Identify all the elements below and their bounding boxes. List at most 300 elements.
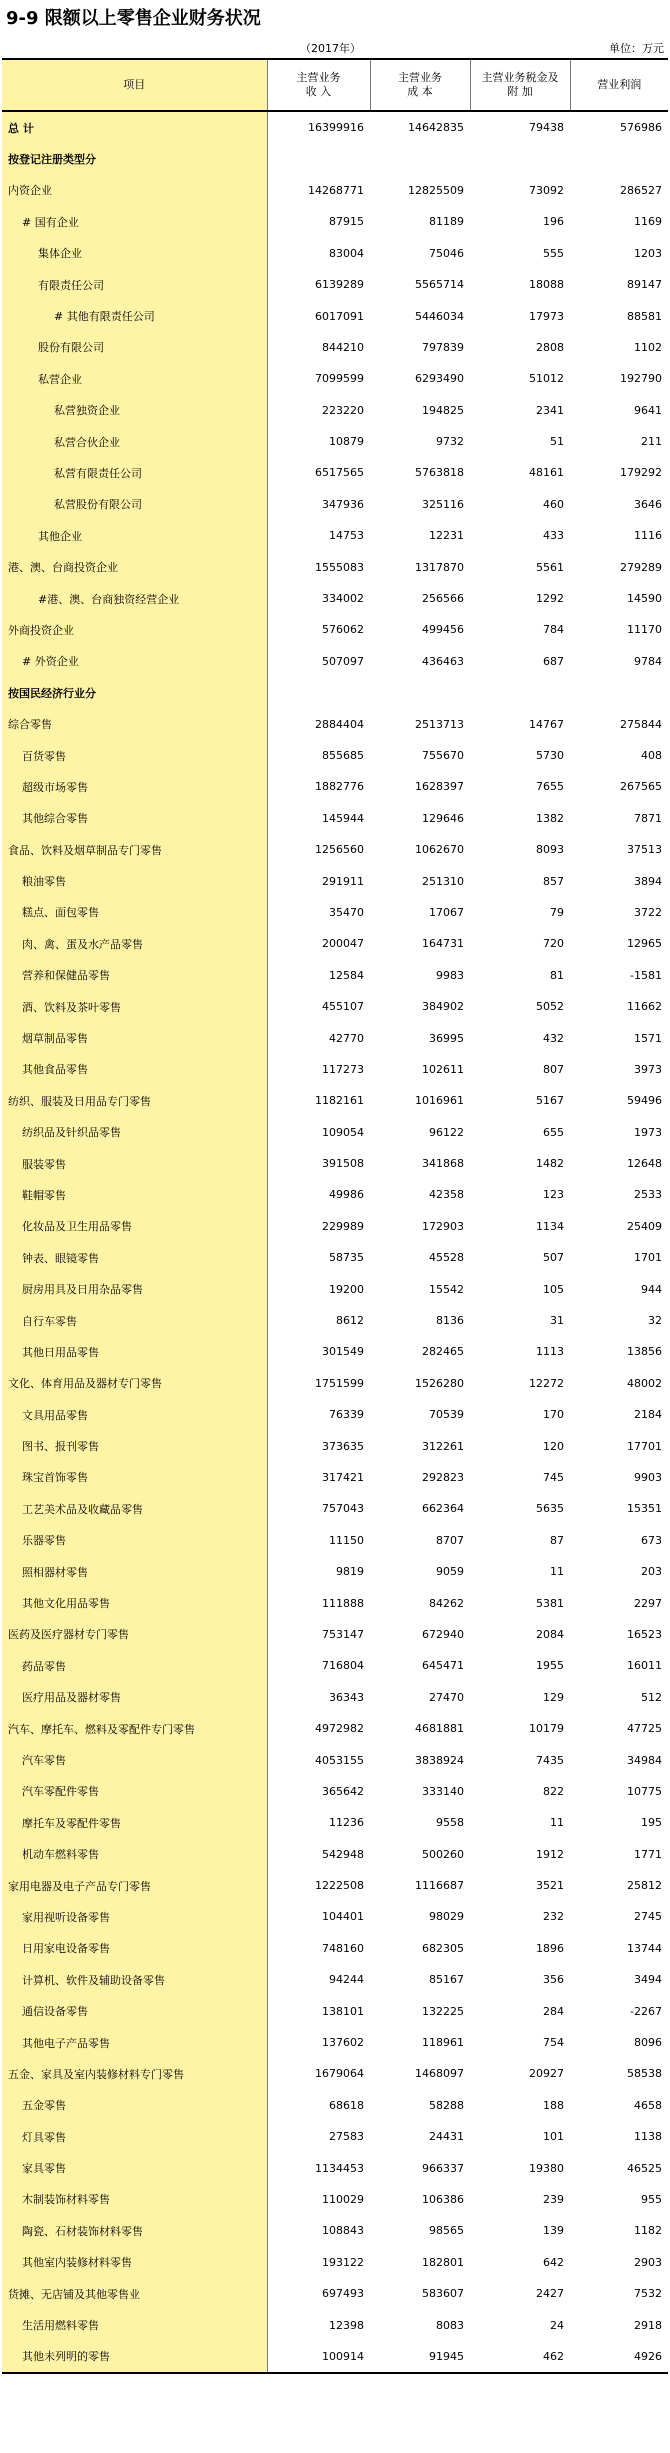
profit-cell: 195 [641,1816,662,1830]
tax-cell: 5635 [536,1502,564,1516]
profit-cell: 58538 [627,2067,662,2081]
tax-cell: 87 [550,1533,564,1547]
table-row [2,1870,668,1901]
row-label: 纺织、服装及日用品专门零售 [2,1085,267,1116]
cost-cell: 436463 [422,654,464,668]
unit-label: 单位：万元 [609,42,664,55]
cost-cell: 1628397 [415,780,464,794]
revenue-cell: 42770 [329,1031,364,1045]
profit-cell: 10775 [627,1784,662,1798]
year-label: （2017年） [300,42,361,55]
cost-cell: 8136 [436,1314,464,1328]
table-row [2,865,668,896]
row-label: 其他室内装修材料零售 [2,2247,267,2278]
tax-cell: 687 [543,654,564,668]
row-label: 自行车零售 [2,1305,267,1336]
tax-cell: 555 [543,246,564,260]
profit-cell: 11662 [627,1000,662,1014]
row-label: 鞋帽零售 [2,1179,267,1210]
cost-cell: 36995 [429,1031,464,1045]
profit-cell: 34984 [627,1753,662,1767]
profit-cell: 9641 [634,403,662,417]
profit-cell: 1138 [634,2130,662,2144]
profit-cell: 3894 [634,874,662,888]
table-header-row [2,59,668,111]
profit-cell: 408 [641,749,662,762]
profit-cell: 17701 [627,1439,662,1453]
table-row [2,740,668,771]
table-row [2,1085,668,1116]
table-row [2,1462,668,1493]
revenue-cell: 9819 [336,1565,364,1579]
revenue-cell: 12584 [329,968,364,982]
page-title: 9-9 限额以上零售企业财务状况 [6,8,261,29]
profit-cell: 32 [648,1314,662,1328]
table-row [2,1964,668,1995]
table-row [2,1493,668,1524]
tax-cell [470,677,570,708]
revenue-cell: 58735 [329,1251,364,1265]
profit-cell: 944 [641,1282,662,1296]
row-label: 集体企业 [2,238,267,269]
row-label: 私营独资企业 [2,395,267,426]
profit-cell: 1973 [634,1125,662,1139]
profit-cell: 89147 [627,278,662,292]
row-label: 烟草制品零售 [2,1022,267,1053]
row-label: 其他企业 [2,520,267,551]
cost-cell: 194825 [422,403,464,417]
profit-cell: -2267 [630,2004,662,2018]
profit-cell: 279289 [620,560,662,574]
profit-cell: 2297 [634,1596,662,1610]
table-row [2,583,668,614]
cost-cell: 1016961 [415,1094,464,1108]
table-row [2,1682,668,1713]
table-row [2,1838,668,1869]
profit-cell: 13856 [627,1345,662,1359]
row-label: 总 计 [2,111,267,143]
profit-cell: 3973 [634,1062,662,1076]
tax-cell: 1912 [536,1847,564,1861]
row-label: 纺织品及针织品零售 [2,1117,267,1148]
cost-cell: 15542 [429,1282,464,1296]
row-label: 日用家电设备零售 [2,1933,267,1964]
tax-cell: 196 [543,215,564,229]
revenue-cell: 1222508 [315,1879,364,1893]
table-row [2,1901,668,1932]
row-label: 粮油零售 [2,865,267,896]
row-label: 有限责任公司 [2,269,267,300]
profit-cell: 9784 [634,654,662,668]
profit-cell: -1581 [630,968,662,982]
cost-cell: 129646 [422,811,464,825]
revenue-cell: 68618 [329,2098,364,2112]
cost-cell: 2513713 [415,717,464,731]
row-label: 医疗用品及器材零售 [2,1682,267,1713]
cost-cell: 682305 [422,1941,464,1955]
profit-cell: 37513 [627,843,662,857]
row-label: 内资企业 [2,175,267,206]
profit-cell: 14590 [627,592,662,606]
profit-cell: 8096 [634,2036,662,2050]
revenue-cell: 108843 [322,2224,364,2238]
revenue-cell: 200047 [322,937,364,951]
tax-cell: 1482 [536,1157,564,1171]
row-label: 五金、家具及室内装修材料专门零售 [2,2058,267,2089]
cost-cell: 75046 [429,246,464,260]
row-label: 综合零售 [2,708,267,739]
revenue-cell: 16399916 [308,121,364,135]
table-row [2,1650,668,1681]
tax-cell: 507 [543,1251,564,1265]
profit-cell: 1116 [634,529,662,543]
revenue-cell: 94244 [329,1973,364,1987]
table-row [2,2247,668,2278]
tax-cell: 807 [543,1062,564,1076]
profit-cell: 88581 [627,309,662,323]
row-label: 五金零售 [2,2090,267,2121]
table-row [2,1117,668,1148]
tax-cell: 1382 [536,811,564,825]
row-label: 厨房用具及日用杂品零售 [2,1273,267,1304]
cost-cell: 4681881 [415,1722,464,1736]
row-label: 其他综合零售 [2,803,267,834]
row-label: 超级市场零售 [2,771,267,802]
row-label: 其他食品零售 [2,1054,267,1085]
tax-cell: 105 [543,1282,564,1296]
revenue-cell: 10879 [329,435,364,449]
row-label: 肉、禽、蛋及水产品零售 [2,928,267,959]
profit-cell: 13744 [627,1941,662,1955]
table-row [2,1399,668,1430]
tax-cell: 745 [543,1470,564,1484]
tax-cell: 239 [543,2192,564,2206]
header-cost [370,59,470,111]
cost-cell: 755670 [422,749,464,762]
cost-cell: 325116 [422,497,464,511]
revenue-cell: 855685 [322,749,364,762]
revenue-cell: 2884404 [315,717,364,731]
row-label: 汽车零配件零售 [2,1776,267,1807]
cost-cell: 1317870 [415,560,464,574]
row-label: # 国有企业 [2,206,267,237]
tax-cell [470,143,570,174]
tax-cell: 17973 [529,309,564,323]
cost-cell: 8083 [436,2318,464,2332]
tax-cell: 5730 [536,749,564,762]
revenue-cell: 6517565 [315,466,364,480]
cost-cell: 5763818 [415,466,464,480]
tax-cell: 432 [543,1031,564,1045]
revenue-cell [267,677,370,708]
cost-cell: 24431 [429,2130,464,2144]
cost-cell: 499456 [422,623,464,637]
profit-cell: 512 [641,1690,662,1704]
tax-cell: 18088 [529,278,564,292]
row-label: 其他未列明的零售 [2,2341,267,2373]
profit-cell: 59496 [627,1094,662,1108]
cost-cell: 81189 [429,215,464,229]
table-row [2,803,668,834]
row-label: 图书、报刊零售 [2,1430,267,1461]
row-label: # 其他有限责任公司 [2,300,267,331]
tax-cell: 460 [543,497,564,511]
profit-cell: 673 [641,1533,662,1547]
revenue-cell: 11150 [329,1533,364,1547]
tax-cell: 31 [550,1314,564,1328]
row-label: 家用电器及电子产品专门零售 [2,1870,267,1901]
tax-cell: 284 [543,2004,564,2018]
tax-cell: 857 [543,874,564,888]
table-row [2,1430,668,1461]
profit-cell: 16523 [627,1627,662,1641]
table-row [2,1211,668,1242]
row-label: 文具用品零售 [2,1399,267,1430]
table-row [2,238,668,269]
cost-cell: 98029 [429,1910,464,1924]
table-row [2,1054,668,1085]
cost-cell: 5446034 [415,309,464,323]
table-row [2,426,668,457]
cost-cell: 132225 [422,2004,464,2018]
cost-cell: 12231 [429,529,464,543]
tax-cell: 139 [543,2224,564,2238]
tax-cell: 170 [543,1408,564,1422]
revenue-cell: 111888 [322,1596,364,1610]
cost-cell: 9732 [436,435,464,449]
cost-cell: 96122 [429,1125,464,1139]
revenue-cell: 748160 [322,1941,364,1955]
cost-cell: 282465 [422,1345,464,1359]
tax-cell: 51012 [529,372,564,386]
revenue-cell: 6017091 [315,309,364,323]
profit-cell: 211 [641,435,662,449]
profit-cell: 4658 [634,2098,662,2112]
profit-cell: 7532 [634,2287,662,2301]
cost-cell: 27470 [429,1690,464,1704]
cost-cell: 292823 [422,1470,464,1484]
profit-cell: 25812 [627,1879,662,1893]
cost-cell [370,677,470,708]
profit-cell: 179292 [620,466,662,480]
table-row [2,1587,668,1618]
revenue-cell: 507097 [322,654,364,668]
tax-cell: 79438 [529,121,564,135]
tax-cell: 120 [543,1439,564,1453]
tax-cell: 8093 [536,843,564,857]
tax-cell: 2808 [536,340,564,354]
cost-cell: 17067 [429,905,464,919]
tax-cell: 1134 [536,1219,564,1233]
row-label: 化妆品及卫生用品零售 [2,1211,267,1242]
revenue-cell [267,143,370,174]
profit-cell: 267565 [620,780,662,794]
tax-cell: 2341 [536,403,564,417]
profit-cell: 1203 [634,246,662,260]
table-row [2,1619,668,1650]
cost-cell: 333140 [422,1784,464,1798]
row-label: 医药及医疗器材专门零售 [2,1619,267,1650]
row-label: 珠宝首饰零售 [2,1462,267,1493]
revenue-cell: 223220 [322,403,364,417]
header-revenue [267,59,370,111]
profit-cell: 12965 [627,937,662,951]
row-label: #港、澳、台商独资经营企业 [2,583,267,614]
revenue-cell: 697493 [322,2287,364,2301]
tax-cell: 642 [543,2255,564,2269]
profit-cell: 9903 [634,1470,662,1484]
profit-cell: 203 [641,1565,662,1579]
revenue-cell: 1751599 [315,1376,364,1390]
table-row [2,1179,668,1210]
tax-cell: 1896 [536,1941,564,1955]
table-row [2,897,668,928]
cost-cell: 70539 [429,1408,464,1422]
cost-cell: 256566 [422,592,464,606]
revenue-cell: 1182161 [315,1094,364,1108]
cost-cell: 797839 [422,340,464,354]
tax-cell: 14767 [529,717,564,731]
tax-cell: 1955 [536,1659,564,1673]
profit-cell: 1571 [634,1031,662,1045]
profit-cell: 2918 [634,2318,662,2332]
table-row [2,1305,668,1336]
cost-cell: 645471 [422,1659,464,1673]
cost-cell: 12825509 [408,183,464,197]
row-label: 酒、饮料及茶叶零售 [2,991,267,1022]
cost-cell: 102611 [422,1062,464,1076]
tax-cell: 655 [543,1125,564,1139]
tax-cell: 784 [543,623,564,637]
tax-cell: 232 [543,1910,564,1924]
table-row [2,1556,668,1587]
row-label: 其他文化用品零售 [2,1587,267,1618]
row-label: 私营企业 [2,363,267,394]
profit-cell: 286527 [620,183,662,197]
revenue-cell: 104401 [322,1910,364,1924]
cost-cell: 5565714 [415,278,464,292]
table-row [2,143,668,174]
table-row [2,1933,668,1964]
revenue-cell: 19200 [329,1282,364,1296]
revenue-cell: 100914 [267,2341,370,2373]
tax-cell: 5381 [536,1596,564,1610]
tax-cell: 5561 [536,560,564,574]
tax-cell: 5052 [536,1000,564,1014]
profit-cell: 275844 [620,717,662,731]
cost-cell: 182801 [422,2255,464,2269]
tax-cell: 3521 [536,1879,564,1893]
row-label: 汽车零售 [2,1744,267,1775]
row-label: 文化、体育用品及器材专门零售 [2,1368,267,1399]
revenue-cell: 117273 [322,1062,364,1076]
cost-cell: 6293490 [415,372,464,386]
profit-cell: 1182 [634,2224,662,2238]
tax-cell: 51 [550,435,564,449]
table-row [2,2121,668,2152]
header-line: 主营业务税金及 [481,71,559,84]
row-label: 照相器材零售 [2,1556,267,1587]
tax-cell: 7435 [536,1753,564,1767]
revenue-cell: 365642 [322,1784,364,1798]
profit-cell: 1771 [634,1847,662,1861]
revenue-cell: 14268771 [308,183,364,197]
revenue-cell: 716804 [322,1659,364,1673]
tax-cell: 356 [543,1973,564,1987]
tax-cell: 11 [550,1816,564,1830]
tax-cell: 81 [550,968,564,982]
row-label: 灯具零售 [2,2121,267,2152]
revenue-cell: 4972982 [315,1722,364,1736]
profit-cell: 47725 [627,1722,662,1736]
cost-cell: 14642835 [408,121,464,135]
table-row [2,2341,668,2373]
cost-cell: 172903 [422,1219,464,1233]
revenue-cell: 7099599 [315,372,364,386]
revenue-cell: 110029 [322,2192,364,2206]
cost-cell: 312261 [422,1439,464,1453]
table-row [2,708,668,739]
row-label: 乐器零售 [2,1525,267,1556]
profit-cell: 2903 [634,2255,662,2269]
tax-cell: 20927 [529,2067,564,2081]
profit-cell: 2184 [634,1408,662,1422]
profit-cell: 7871 [634,811,662,825]
table-row [2,1273,668,1304]
revenue-cell: 576062 [322,623,364,637]
table-row [2,206,668,237]
profit-cell: 3722 [634,905,662,919]
tax-cell: 11 [550,1565,564,1579]
row-label: 汽车、摩托车、燃料及零配件专门零售 [2,1713,267,1744]
table-row [2,2309,668,2340]
profit-cell: 1701 [634,1251,662,1265]
header-tax [470,59,570,111]
row-label: # 外资企业 [2,646,267,677]
cost-cell: 118961 [422,2036,464,2050]
table-row [2,2215,668,2246]
revenue-cell: 27583 [329,2130,364,2144]
table-row [2,363,668,394]
profit-cell [570,143,668,174]
profit-cell: 2745 [634,1910,662,1924]
cost-cell: 500260 [422,1847,464,1861]
cost-cell: 341868 [422,1157,464,1171]
table-row [2,2278,668,2309]
tax-cell: 19380 [529,2161,564,2175]
row-label: 计算机、软件及辅助设备零售 [2,1964,267,1995]
profit-cell: 2533 [634,1188,662,1202]
row-label: 药品零售 [2,1650,267,1681]
row-label: 港、澳、台商投资企业 [2,551,267,582]
profit-cell: 11170 [627,623,662,637]
revenue-cell: 12398 [329,2318,364,2332]
table-row [2,2058,668,2089]
revenue-cell: 76339 [329,1408,364,1422]
cost-cell: 45528 [429,1251,464,1265]
row-label: 生活用燃料零售 [2,2309,267,2340]
tax-cell: 10179 [529,1722,564,1736]
profit-cell: 192790 [620,372,662,386]
cost-cell: 251310 [422,874,464,888]
cost-cell: 662364 [422,1502,464,1516]
cost-cell: 9558 [436,1816,464,1830]
table-row [2,489,668,520]
tax-cell: 48161 [529,466,564,480]
revenue-cell: 193122 [322,2255,364,2269]
row-label: 木制装饰材料零售 [2,2184,267,2215]
table-row [2,646,668,677]
